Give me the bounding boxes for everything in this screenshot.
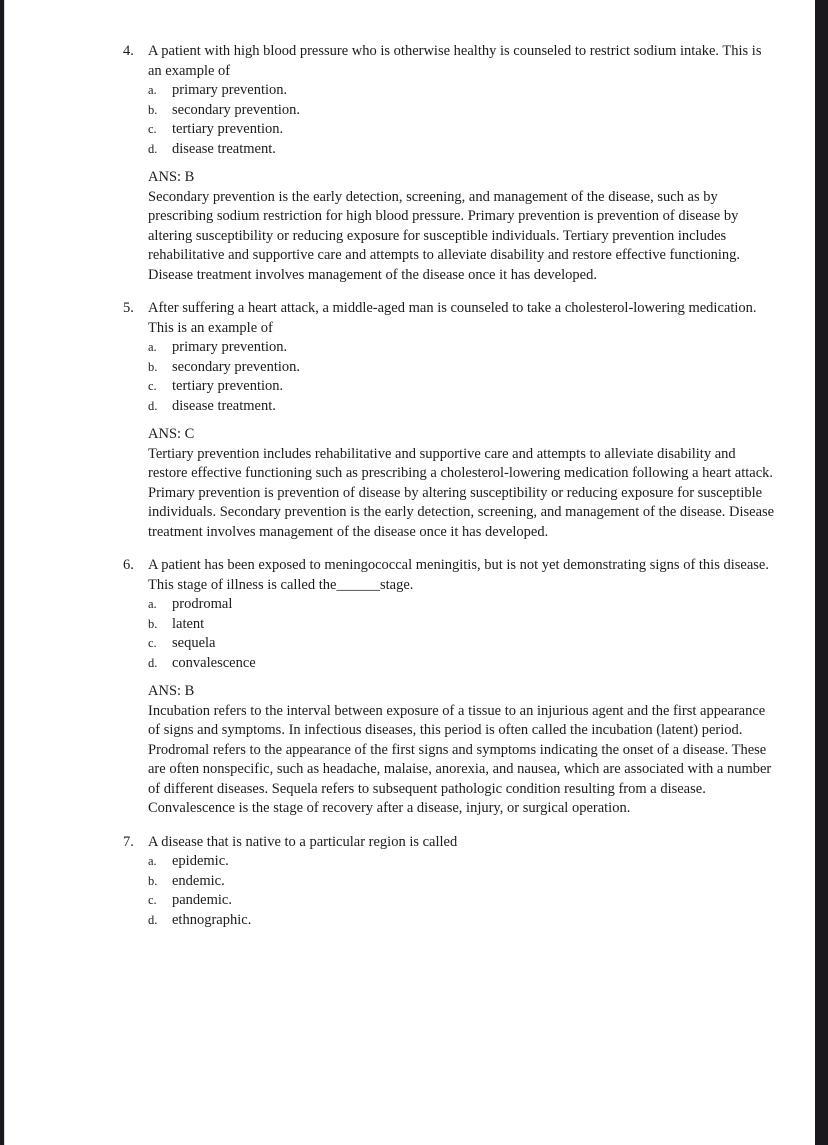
option-row [148,120,795,140]
option-row [148,872,795,892]
option-text: tertiary prevention. [172,121,284,137]
question-number: 6. [123,557,134,573]
question-stem: A patient has been exposed to meningococcal meningitis, but is not yet demonstrating signs of this disease. This stage of illness is called the______stage. [148,557,769,593]
option-text: secondary prevention. [172,101,301,118]
option-text: prodromal [172,596,233,612]
option-letter: d. [148,141,158,156]
option-letter: a. [148,83,157,97]
option-text: primary prevention. [172,339,288,355]
option-letter: c. [148,122,157,136]
answer-block [148,168,795,285]
option-row [148,81,795,101]
answer-rationale: Tertiary prevention includes rehabilitative and supportive care and attempts to alleviate disability and restore effective functioning such as prescribing a cholesterol-lowering medication following a heart attack. Primary prevention is prevention of disease by altering susceptibility or reducing exposure for susceptible individuals. Secondary prevention is the early detection, screening, and management of the disease. Disease treatment involves management of the disease once it has developed. [148,445,775,540]
option-letter: d. [148,912,158,927]
answer-block [148,682,795,819]
option-text: disease treatment. [172,397,276,414]
question-number: 5. [123,300,134,316]
option-letter: c. [148,636,157,650]
option-letter: b. [148,616,158,631]
option-row [148,140,795,160]
option-row [148,891,795,911]
option-row [148,397,795,417]
option-row [148,358,795,378]
screen-edge-left [0,0,5,1145]
option-text: pandemic. [172,892,232,908]
option-text: disease treatment. [172,140,276,157]
question-item [123,833,795,931]
option-row [148,911,795,931]
option-row [148,852,795,872]
option-row [148,595,795,615]
option-text: tertiary prevention. [172,378,284,394]
option-text: secondary prevention. [172,358,301,375]
option-letter: d. [148,655,158,670]
question-stem: A disease that is native to a particular region is called [148,833,458,850]
option-row [148,338,795,358]
option-letter: b. [148,102,158,117]
question-stem: After suffering a heart attack, a middle-aged man is counseled to take a cholesterol-lowering medication. This is an example of [148,300,757,336]
question-stem: A patient with high blood pressure who is otherwise healthy is counseled to restrict sodium intake. This is an example of [148,43,762,79]
option-letter: d. [148,398,158,413]
option-row [148,101,795,121]
screen-edge-right [815,0,828,1145]
option-text: sequela [172,635,216,651]
option-text: latent [172,615,205,632]
option-text: primary prevention. [172,82,288,98]
answer-rationale: Incubation refers to the interval between exposure of a tissue to an injurious agent and the first appearance of signs and symptoms. In infectious diseases, this period is often called the incubation (latent) period. Prodromal refers to the appearance of the first signs and symptoms indicating the onset of a disease. These are often nonspecific, such as headache, malaise, anorexia, and nausea, which are associated with a number of different diseases. Sequela refers to subsequent pathologic condition resulting from a disease. Convalescence is the stage of recovery after a disease, injury, or surgical operation. [148,702,772,816]
option-row [148,615,795,635]
option-text: endemic. [172,872,225,889]
option-letter: c. [148,893,157,907]
option-letter: c. [148,379,157,393]
option-row [148,634,795,654]
option-text: convalescence [172,654,256,671]
answer-label: ANS: C [148,426,195,442]
option-row [148,377,795,397]
question-item [123,556,795,673]
answer-label: ANS: B [148,683,195,699]
question-number: 4. [123,43,134,59]
question-number: 7. [123,833,134,850]
option-letter: a. [148,597,157,611]
option-text: ethnographic. [172,911,252,928]
option-row [148,654,795,674]
question-item [123,299,795,416]
answer-rationale: Secondary prevention is the early detection, screening, and management of the disease, such as by prescribing sodium restriction for high blood pressure. Primary prevention is prevention of disease by altering susceptibility or reducing exposure for susceptible individuals. Tertiary prevention includes rehabilitative and supportive care and attempts to alleviate disability and restore effective functioning. Disease treatment involves management of the disease once it has developed. [148,188,741,283]
option-letter: b. [148,359,158,374]
option-letter: b. [148,873,158,888]
answer-label: ANS: B [148,169,195,185]
option-text: epidemic. [172,853,229,869]
document-page [123,42,795,930]
option-letter: a. [148,854,157,868]
question-item [123,42,795,159]
answer-block [148,425,795,542]
option-letter: a. [148,340,157,354]
